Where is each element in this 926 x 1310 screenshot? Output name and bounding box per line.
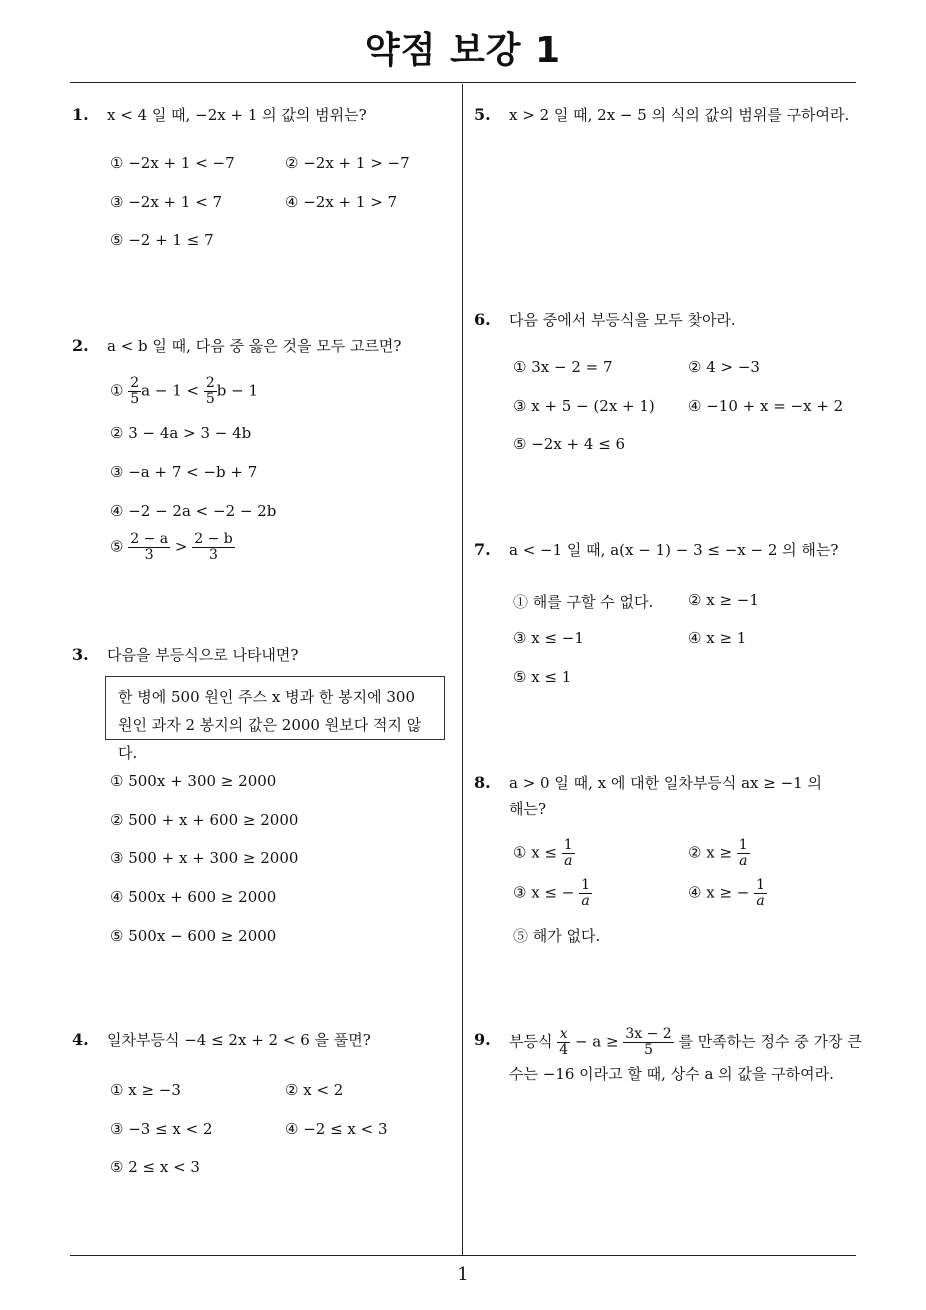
fraction: $\frac{1}{a}$ (581, 877, 591, 909)
option-mark: ⑤ (110, 537, 124, 556)
question-number: 9. (474, 1030, 491, 1049)
option-2[interactable]: ② 4 > −3 (688, 358, 760, 376)
option-3[interactable]: ③ x ≤ −1 (513, 629, 584, 647)
option-4[interactable]: ④ x ≥ − $\frac{1}{a}$ (688, 877, 766, 909)
option-2[interactable]: ② x ≥ $\frac{1}{a}$ (688, 837, 748, 869)
option-3[interactable]: ③ −a + 7 < −b + 7 (110, 463, 258, 481)
option-5[interactable]: ⑤ 2 ≤ x < 3 (110, 1158, 200, 1176)
option-3[interactable]: ③ x + 5 − (2x + 1) (513, 397, 655, 415)
option-5[interactable]: ⑤ 500x − 600 ≥ 2000 (110, 927, 277, 945)
fraction: $\frac{2}{5}$ (130, 375, 140, 407)
option-5[interactable]: ⑤ −2 + 1 ≤ 7 (110, 231, 214, 249)
question-number: 4. (72, 1030, 89, 1049)
option-2[interactable]: ② x < 2 (285, 1081, 344, 1099)
option-2[interactable]: ② 3 − 4a > 3 − 4b (110, 424, 252, 442)
option-2[interactable]: ② x ≥ −1 (688, 591, 759, 609)
question-stem: a < −1 일 때, a(x − 1) − 3 ≤ −x − 2 의 해는? (509, 541, 839, 559)
option-4[interactable]: ④ −2x + 1 > 7 (285, 193, 398, 211)
fraction: $\frac{x}{4}$ (559, 1026, 569, 1058)
question-stem-line2: 수는 −16 이라고 할 때, 상수 a 의 값을 구하여라. (509, 1065, 834, 1083)
question-stem: 부등식 $\frac{x}{4}$ − a ≥ $\frac{3x - 2}{5}$ 를 만족하는 정수 중 가장 큰 (509, 1026, 862, 1058)
option-4[interactable]: ④ −2 − 2a < −2 − 2b (110, 502, 277, 520)
option-5[interactable]: ⑤ −2x + 4 ≤ 6 (513, 435, 626, 453)
option-1[interactable]: ① $\frac{2}{5}$ a − 1 < $\frac{2}{5}$ b − 1 (110, 375, 259, 407)
option-1[interactable]: ① 해를 구할 수 없다. (513, 593, 654, 611)
option-2[interactable]: ② −2x + 1 > −7 (285, 154, 410, 172)
header-rule (70, 82, 856, 83)
fraction: $\frac{1}{a}$ (738, 837, 748, 869)
option-5[interactable]: ⑤ x ≤ 1 (513, 668, 572, 686)
page-number: 1 (457, 1264, 469, 1285)
fraction: $\frac{2 - b}{3}$ (194, 531, 233, 563)
question-number: 1. (72, 105, 89, 124)
page-title: 약점 보강 1 (364, 30, 562, 71)
option-5[interactable]: ⑤ 해가 없다. (513, 927, 601, 945)
question-number: 6. (474, 310, 491, 329)
question-stem: 일차부등식 −4 ≤ 2x + 2 < 6 을 풀면? (107, 1031, 371, 1049)
fraction: $\frac{2}{5}$ (205, 375, 215, 407)
question-number: 5. (474, 105, 491, 124)
option-4[interactable]: ④ −2 ≤ x < 3 (285, 1120, 388, 1138)
column-divider (462, 84, 463, 1256)
option-1[interactable]: ① x ≥ −3 (110, 1081, 181, 1099)
question-number: 3. (72, 645, 89, 664)
condition-box: 한 병에 500 원인 주스 x 병과 한 봉지에 300 원인 과자 2 봉지의 값은 2000 원보다 적지 않다. (105, 676, 445, 740)
question-number: 8. (474, 773, 491, 792)
fraction: $\frac{3x - 2}{5}$ (625, 1026, 672, 1058)
footer-rule (70, 1255, 856, 1256)
question-stem: x > 2 일 때, 2x − 5 의 식의 값의 범위를 구하여라. (509, 106, 850, 124)
option-4[interactable]: ④ x ≥ 1 (688, 629, 747, 647)
option-3[interactable]: ③ x ≤ − $\frac{1}{a}$ (513, 877, 591, 909)
question-stem: 다음 중에서 부등식을 모두 찾아라. (509, 311, 736, 329)
option-1[interactable]: ① −2x + 1 < −7 (110, 154, 235, 172)
option-3[interactable]: ③ 500 + x + 300 ≥ 2000 (110, 849, 299, 867)
option-mark: ① (110, 381, 124, 400)
option-2[interactable]: ② 500 + x + 600 ≥ 2000 (110, 811, 299, 829)
question-number: 7. (474, 540, 491, 559)
question-stem: a < b 일 때, 다음 중 옳은 것을 모두 고르면? (107, 337, 402, 355)
option-1[interactable]: ① 500x + 300 ≥ 2000 (110, 772, 277, 790)
question-stem: 다음을 부등식으로 나타내면? (107, 646, 299, 664)
question-number: 2. (72, 336, 89, 355)
question-stem: x < 4 일 때, −2x + 1 의 값의 범위는? (107, 106, 367, 124)
fraction: $\frac{2 - a}{3}$ (130, 531, 169, 563)
option-5[interactable]: ⑤ $\frac{2 - a}{3}$ > $\frac{2 - b}{3}$ (110, 531, 233, 563)
option-4[interactable]: ④ 500x + 600 ≥ 2000 (110, 888, 277, 906)
question-stem: a > 0 일 때, x 에 대한 일차부등식 ax ≥ −1 의 해는? (509, 774, 822, 818)
option-1[interactable]: ① x ≤ $\frac{1}{a}$ (513, 837, 573, 869)
option-1[interactable]: ① 3x − 2 = 7 (513, 358, 613, 376)
fraction: $\frac{1}{a}$ (563, 837, 573, 869)
option-3[interactable]: ③ −2x + 1 < 7 (110, 193, 223, 211)
fraction: $\frac{1}{a}$ (756, 877, 766, 909)
option-4[interactable]: ④ −10 + x = −x + 2 (688, 397, 844, 415)
option-3[interactable]: ③ −3 ≤ x < 2 (110, 1120, 213, 1138)
